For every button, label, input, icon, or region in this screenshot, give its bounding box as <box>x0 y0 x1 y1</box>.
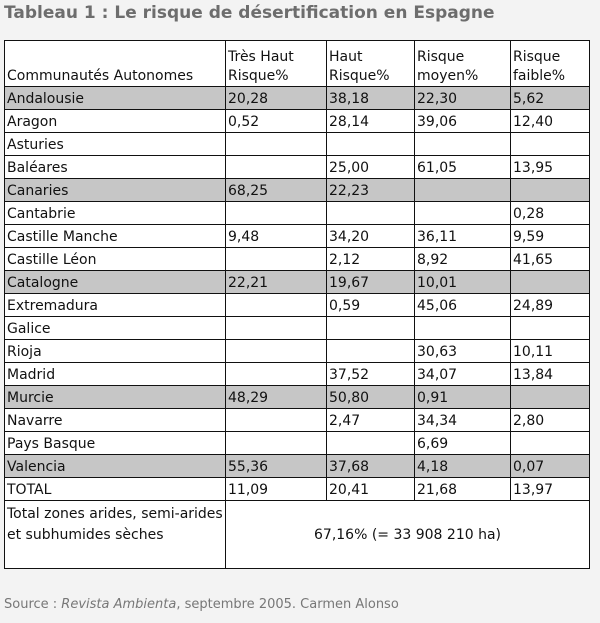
table-row <box>5 225 590 248</box>
value-cell: 24,89 <box>511 294 590 317</box>
header-low-risk: Risque faible% <box>511 41 590 87</box>
value-cell <box>511 179 590 202</box>
value-cell: 11,09 <box>226 478 327 501</box>
value-cell: 0,52 <box>226 110 327 133</box>
value-cell: 22,23 <box>327 179 415 202</box>
table-row <box>5 478 590 501</box>
value-cell <box>327 432 415 455</box>
table-row <box>5 340 590 363</box>
value-cell: 41,65 <box>511 248 590 271</box>
desertification-table <box>4 40 590 569</box>
value-cell: 10,11 <box>511 340 590 363</box>
value-cell: 6,69 <box>415 432 511 455</box>
region-cell: Castille Manche <box>5 225 226 248</box>
value-cell: 21,68 <box>415 478 511 501</box>
region-cell: Madrid <box>5 363 226 386</box>
header-high-risk: Haut Risque% <box>327 41 415 87</box>
header-region: Communautés Autonomes <box>5 41 226 87</box>
value-cell: 37,68 <box>327 455 415 478</box>
table-row <box>5 386 590 409</box>
value-cell <box>226 340 327 363</box>
value-cell <box>226 133 327 156</box>
region-cell: Asturies <box>5 133 226 156</box>
value-cell: 38,18 <box>327 87 415 110</box>
value-cell: 5,62 <box>511 87 590 110</box>
value-cell: 34,07 <box>415 363 511 386</box>
table-row <box>5 248 590 271</box>
value-cell: 45,06 <box>415 294 511 317</box>
value-cell: 22,30 <box>415 87 511 110</box>
value-cell <box>226 202 327 225</box>
total-zones-label: Total zones arides, semi-arides et subhumides sèches <box>5 501 226 569</box>
header-very-high-risk: Très Haut Risque% <box>226 41 327 87</box>
value-cell <box>226 409 327 432</box>
value-cell <box>415 202 511 225</box>
value-cell <box>327 202 415 225</box>
table-row <box>5 271 590 294</box>
value-cell <box>511 432 590 455</box>
value-cell <box>511 133 590 156</box>
table-row <box>5 110 590 133</box>
value-cell <box>226 432 327 455</box>
value-cell: 8,92 <box>415 248 511 271</box>
value-cell: 30,63 <box>415 340 511 363</box>
value-cell: 9,59 <box>511 225 590 248</box>
table-row <box>5 87 590 110</box>
value-cell: 19,67 <box>327 271 415 294</box>
region-cell: Valencia <box>5 455 226 478</box>
value-cell: 13,95 <box>511 156 590 179</box>
value-cell: 36,11 <box>415 225 511 248</box>
value-cell: 20,28 <box>226 87 327 110</box>
table-row <box>5 409 590 432</box>
value-cell: 48,29 <box>226 386 327 409</box>
value-cell: 50,80 <box>327 386 415 409</box>
value-cell <box>226 294 327 317</box>
total-zones-row <box>5 501 590 569</box>
value-cell <box>415 317 511 340</box>
value-cell <box>327 133 415 156</box>
value-cell: 39,06 <box>415 110 511 133</box>
source-note <box>4 597 399 612</box>
region-cell: Galice <box>5 317 226 340</box>
value-cell: 34,20 <box>327 225 415 248</box>
value-cell: 9,48 <box>226 225 327 248</box>
table-row <box>5 455 590 478</box>
value-cell: 28,14 <box>327 110 415 133</box>
value-cell: 34,34 <box>415 409 511 432</box>
value-cell: 2,80 <box>511 409 590 432</box>
value-cell <box>226 363 327 386</box>
total-zones-value: 67,16% (= 33 908 210 ha) <box>226 501 590 569</box>
value-cell: 13,97 <box>511 478 590 501</box>
value-cell <box>327 317 415 340</box>
value-cell: 10,01 <box>415 271 511 294</box>
source-publication: Revista Ambienta <box>61 597 177 612</box>
table-row <box>5 294 590 317</box>
value-cell: 20,41 <box>327 478 415 501</box>
value-cell <box>415 133 511 156</box>
value-cell <box>226 248 327 271</box>
value-cell <box>511 271 590 294</box>
region-cell: Rioja <box>5 340 226 363</box>
region-cell: Murcie <box>5 386 226 409</box>
value-cell: 22,21 <box>226 271 327 294</box>
value-cell <box>226 156 327 179</box>
value-cell <box>327 340 415 363</box>
region-cell: Aragon <box>5 110 226 133</box>
table-row <box>5 156 590 179</box>
value-cell: 2,47 <box>327 409 415 432</box>
region-cell: Castille Léon <box>5 248 226 271</box>
value-cell: 12,40 <box>511 110 590 133</box>
table-row <box>5 133 590 156</box>
value-cell: 4,18 <box>415 455 511 478</box>
table-header-row <box>5 41 590 87</box>
region-cell: Canaries <box>5 179 226 202</box>
table-row <box>5 202 590 225</box>
value-cell: 0,07 <box>511 455 590 478</box>
region-cell: TOTAL <box>5 478 226 501</box>
value-cell: 2,12 <box>327 248 415 271</box>
table-row <box>5 432 590 455</box>
value-cell: 37,52 <box>327 363 415 386</box>
value-cell: 25,00 <box>327 156 415 179</box>
table-title: Tableau 1 : Le risque de désertification en Espagne <box>4 3 495 23</box>
table-row <box>5 363 590 386</box>
value-cell <box>226 317 327 340</box>
value-cell <box>415 179 511 202</box>
value-cell: 61,05 <box>415 156 511 179</box>
header-medium-risk: Risque moyen% <box>415 41 511 87</box>
value-cell: 13,84 <box>511 363 590 386</box>
value-cell: 68,25 <box>226 179 327 202</box>
region-cell: Extremadura <box>5 294 226 317</box>
table-row <box>5 179 590 202</box>
source-prefix: Source : <box>4 597 62 612</box>
region-cell: Cantabrie <box>5 202 226 225</box>
region-cell: Andalousie <box>5 87 226 110</box>
value-cell: 0,59 <box>327 294 415 317</box>
region-cell: Catalogne <box>5 271 226 294</box>
region-cell: Navarre <box>5 409 226 432</box>
source-suffix: , septembre 2005. Carmen Alonso <box>176 597 399 612</box>
value-cell <box>511 317 590 340</box>
region-cell: Baléares <box>5 156 226 179</box>
value-cell: 0,91 <box>415 386 511 409</box>
value-cell: 0,28 <box>511 202 590 225</box>
table-row <box>5 317 590 340</box>
value-cell <box>511 386 590 409</box>
value-cell: 55,36 <box>226 455 327 478</box>
region-cell: Pays Basque <box>5 432 226 455</box>
